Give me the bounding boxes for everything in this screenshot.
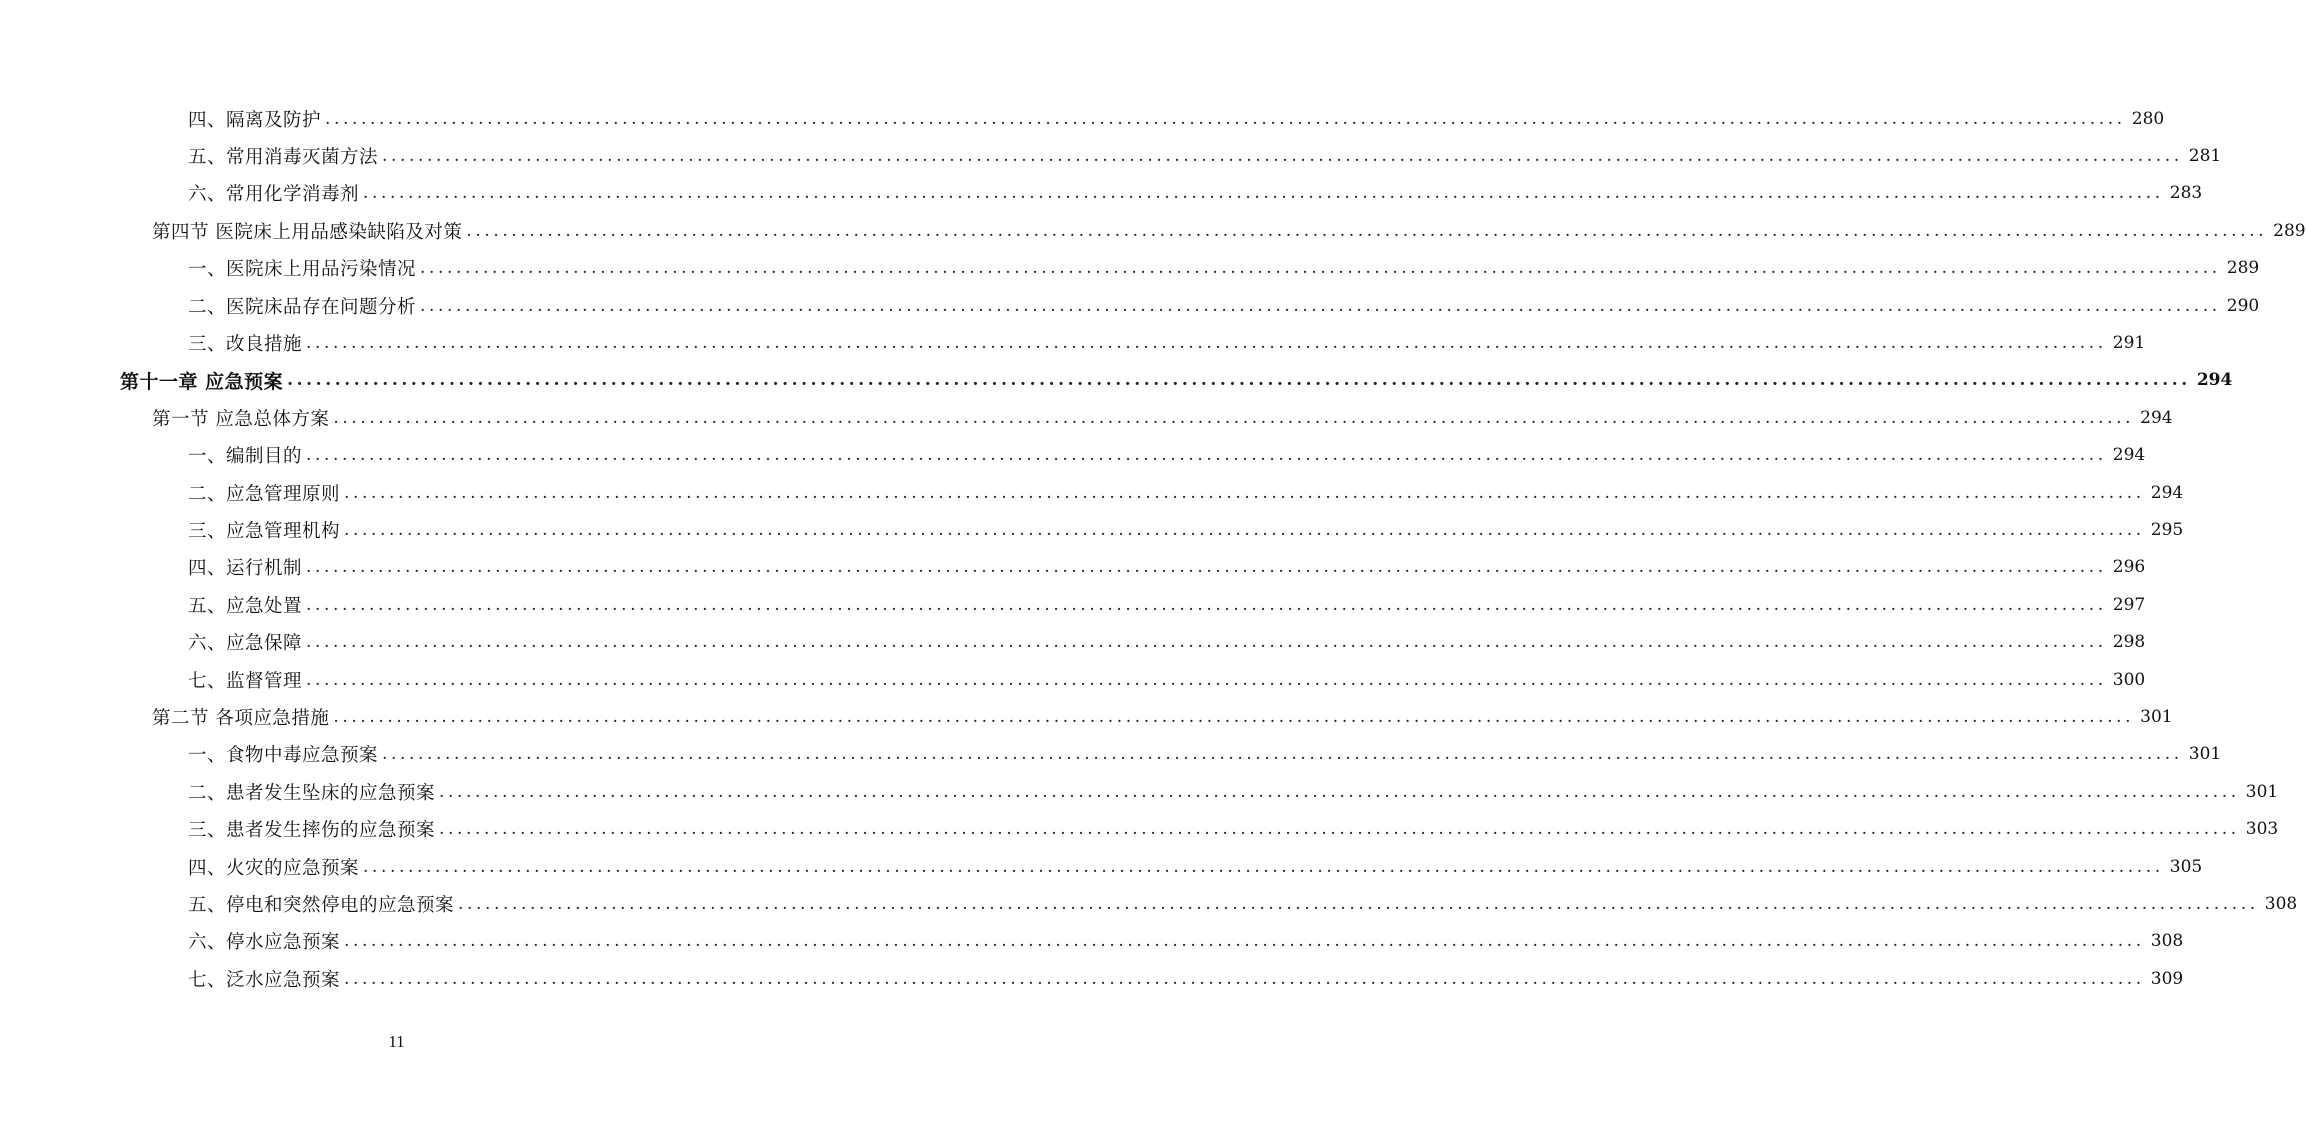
toc-entry-title: 二、患者发生坠床的应急预案: [188, 782, 436, 804]
toc-entry-item: [188, 511, 2184, 548]
dot-leader: ........................................................................................................................................................................................................: [344, 482, 2145, 503]
dot-leader: ........................................................................................................................................................................................................: [382, 744, 2183, 765]
dot-leader: ........................................................................................................................................................................................................: [306, 445, 2107, 466]
toc-entry-page-number: 309: [2150, 968, 2184, 989]
toc-entry-item: [188, 736, 2222, 773]
toc-entry-section: [152, 399, 2173, 436]
toc-entry-item: [188, 885, 2298, 922]
toc-entry-item: [188, 848, 2203, 885]
toc-entry-title: 五、应急处置: [188, 595, 303, 617]
toc-entry-item: [188, 960, 2184, 997]
toc-entry-item: [188, 324, 2146, 361]
toc-entry-page-number: 294: [2140, 407, 2173, 428]
dot-leader: ........................................................................................................................................................................................................: [306, 632, 2107, 653]
toc-entry-item: [188, 437, 2146, 474]
toc-entry-title: 二、应急管理原则: [188, 483, 341, 505]
toc-entry-title: 四、火灾的应急预案: [188, 857, 360, 879]
dot-leader: ........................................................................................................................................................................................................: [306, 669, 2107, 690]
dot-leader: ........................................................................................................................................................................................................: [439, 819, 2240, 840]
toc-entry-item: [188, 175, 2203, 212]
toc-entry-page-number: 289: [2273, 220, 2306, 241]
toc-entry-title: 一、编制目的: [188, 446, 303, 468]
dot-leader: ........................................................................................................................................................................................................: [344, 931, 2145, 952]
toc-entry-title: 二、医院床品存在问题分析: [188, 296, 417, 318]
toc-entry-page-number: 294: [2150, 482, 2184, 503]
dot-leader: ........................................................................................................................................................................................................: [344, 968, 2145, 989]
toc-entry-title: 第一节 应急总体方案: [152, 408, 330, 430]
dot-leader: ........................................................................................................................................................................................................: [420, 295, 2221, 316]
toc-entry-title: 四、隔离及防护: [188, 109, 322, 131]
toc-entry-section: [152, 212, 2306, 249]
toc-entry-title: 七、泛水应急预案: [188, 969, 341, 991]
toc-entry-title: 一、食物中毒应急预案: [188, 745, 379, 767]
toc-entry-item: [188, 661, 2146, 698]
toc-entry-item: [188, 549, 2146, 586]
toc-entry-item: [188, 287, 2260, 324]
toc-entry-page-number: 290: [2226, 295, 2260, 316]
dot-leader: ........................................................................................................................................................................................................: [306, 557, 2107, 578]
toc-entry-page-number: 301: [2140, 706, 2173, 727]
dot-leader: ........................................................................................................................................................................................................: [333, 706, 2135, 727]
toc-entry-title: 五、常用消毒灭菌方法: [188, 147, 379, 169]
toc-entry-page-number: 291: [2112, 333, 2146, 354]
toc-entry-item: [188, 623, 2146, 660]
toc-entry-page-number: 280: [2131, 108, 2165, 129]
toc-entry-chapter: [120, 362, 2233, 399]
toc-entry-page-number: 283: [2169, 183, 2203, 204]
toc-entry-page-number: 301: [2245, 781, 2279, 802]
toc-entry-title: 一、医院床上用品污染情况: [188, 259, 417, 281]
toc-entry-title: 第四节 医院床上用品感染缺陷及对策: [152, 221, 463, 243]
toc-entry-title: 五、停电和突然停电的应急预案: [188, 894, 455, 916]
dot-leader: ........................................................................................................................................................................................................: [344, 519, 2145, 540]
toc-entry-title: 三、患者发生摔伤的应急预案: [188, 820, 436, 842]
toc-entry-page-number: 298: [2112, 632, 2146, 653]
toc-entry-title: 三、改良措施: [188, 334, 303, 356]
toc-entry-item: [188, 810, 2279, 847]
toc-entry-page-number: 294: [2196, 370, 2233, 391]
toc-entry-title: 六、应急保障: [188, 633, 303, 655]
page-number: 11: [388, 1032, 405, 1051]
toc-entry-title: 四、运行机制: [188, 558, 303, 580]
toc-entry-item: [188, 100, 2165, 137]
toc-entry-item: [188, 773, 2279, 810]
dot-leader: ........................................................................................................................................................................................................: [458, 893, 2259, 914]
table-of-contents: [0, 100, 2306, 997]
toc-entry-page-number: 308: [2150, 931, 2184, 952]
dot-leader: ........................................................................................................................................................................................................: [363, 856, 2164, 877]
toc-entry-title: 三、应急管理机构: [188, 520, 341, 542]
dot-leader: ........................................................................................................................................................................................................: [363, 183, 2164, 204]
dot-leader: ........................................................................................................................................................................................................: [466, 220, 2268, 241]
toc-entry-item: [188, 923, 2184, 960]
dot-leader: ........................................................................................................................................................................................................: [325, 108, 2126, 129]
toc-entry-title: 七、监督管理: [188, 670, 303, 692]
toc-entry-item: [188, 474, 2184, 511]
toc-entry-page-number: 281: [2188, 146, 2222, 167]
dot-leader: ........................................................................................................................................................................................................: [439, 781, 2240, 802]
dot-leader: ........................................................................................................................................................................................................: [306, 333, 2107, 354]
toc-entry-title: 六、常用化学消毒剂: [188, 184, 360, 206]
toc-entry-page-number: 294: [2112, 445, 2146, 466]
toc-entry-item: [188, 250, 2260, 287]
toc-entry-section: [152, 698, 2173, 735]
dot-leader: ........................................................................................................................................................................................................: [287, 370, 2191, 391]
toc-entry-title: 第十一章 应急预案: [120, 370, 284, 393]
toc-entry-item: [188, 586, 2146, 623]
toc-entry-page-number: 296: [2112, 557, 2146, 578]
toc-entry-page-number: 308: [2264, 893, 2298, 914]
dot-leader: ........................................................................................................................................................................................................: [420, 258, 2221, 279]
toc-entry-title: 六、停水应急预案: [188, 932, 341, 954]
toc-entry-page-number: 303: [2245, 819, 2279, 840]
toc-entry-page-number: 295: [2150, 519, 2184, 540]
toc-entry-title: 第二节 各项应急措施: [152, 707, 330, 729]
dot-leader: ........................................................................................................................................................................................................: [382, 146, 2183, 167]
toc-entry-page-number: 305: [2169, 856, 2203, 877]
toc-entry-page-number: 297: [2112, 594, 2146, 615]
dot-leader: ........................................................................................................................................................................................................: [333, 407, 2135, 428]
toc-entry-page-number: 300: [2112, 669, 2146, 690]
toc-entry-item: [188, 137, 2222, 174]
toc-entry-page-number: 301: [2188, 744, 2222, 765]
dot-leader: ........................................................................................................................................................................................................: [306, 594, 2107, 615]
toc-entry-page-number: 289: [2226, 258, 2260, 279]
